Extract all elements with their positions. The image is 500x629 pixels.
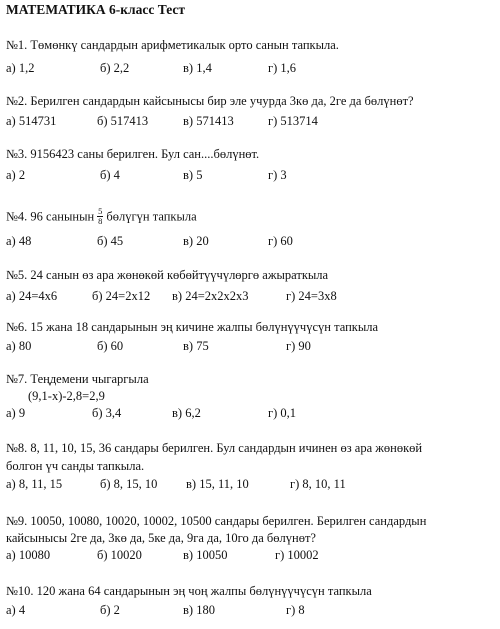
page-title: МАТЕМАТИКА 6-класс Тест bbox=[6, 2, 186, 17]
q4-option-a: а) 48 bbox=[6, 234, 32, 248]
question-1: №1. Төмөнкү сандардын арифметикалык орто санын тапкыла. bbox=[6, 38, 339, 52]
q5-option-b: б) 24=2х12 bbox=[92, 289, 151, 303]
q1-option-c: в) 1,4 bbox=[183, 61, 212, 75]
q8-option-c: в) 15, 11, 10 bbox=[186, 477, 249, 491]
q6-option-a: а) 80 bbox=[6, 339, 32, 353]
question-9-line-1: №9. 10050, 10080, 10020, 10002, 10500 сандары берилген. Берилген сандардын bbox=[6, 514, 427, 528]
fraction bbox=[97, 207, 103, 226]
q2-option-c: в) 571413 bbox=[183, 114, 234, 128]
question-7: №7. Теңдемени чыгаргыла bbox=[6, 372, 149, 386]
q5-option-a: а) 24=4х6 bbox=[6, 289, 58, 303]
question-9-line-2: кайсынысы 2ге да, 3кө да, 5ке да, 9га да, 10го да бөлүнөт? bbox=[6, 531, 316, 545]
q7-option-d: г) 0,1 bbox=[268, 406, 297, 420]
q10-option-c: в) 180 bbox=[183, 603, 215, 617]
q1-option-a: а) 1,2 bbox=[6, 61, 35, 75]
q2-option-d: г) 513714 bbox=[268, 114, 318, 128]
q5-option-c: в) 24=2х2х2х3 bbox=[172, 289, 249, 303]
q10-option-a: а) 4 bbox=[6, 603, 26, 617]
q10-option-b: б) 2 bbox=[100, 603, 120, 617]
q9-option-d: г) 10002 bbox=[275, 548, 319, 562]
q10-option-d: г) 8 bbox=[286, 603, 305, 617]
q8-option-b: б) 8, 15, 10 bbox=[100, 477, 158, 491]
q6-option-c: в) 75 bbox=[183, 339, 209, 353]
q6-option-b: б) 60 bbox=[97, 339, 124, 353]
question-4-text-before: №4. 96 санынын bbox=[6, 209, 95, 224]
question-5: №5. 24 санын өз ара жөнөкөй көбөйтүүчүлөргө ажыраткыла bbox=[6, 268, 329, 282]
q2-option-a: а) 514731 bbox=[6, 114, 57, 128]
question-10: №10. 120 жана 64 сандарынын эң чоң жалпы бөлүнүүчүсүн тапкыла bbox=[6, 584, 372, 598]
q9-option-a: а) 10080 bbox=[6, 548, 51, 562]
question-7-equation: (9,1-х)-2,8=2,9 bbox=[28, 389, 105, 403]
q5-option-d: г) 24=3х8 bbox=[286, 289, 337, 303]
q7-option-a: а) 9 bbox=[6, 406, 26, 420]
q1-option-d: г) 1,6 bbox=[268, 61, 297, 75]
question-3: №3. 9156423 саны берилген. Бул сан....бөлүнөт. bbox=[6, 147, 260, 161]
fraction-denominator: 8 bbox=[98, 216, 103, 226]
question-4-text-after: бөлүгүн тапкыла bbox=[106, 209, 197, 224]
q3-option-a: а) 2 bbox=[6, 168, 26, 182]
q1-option-b: б) 2,2 bbox=[100, 61, 130, 75]
question-6: №6. 15 жана 18 сандарынын эң кичине жалпы бөлүнүүчүсүн тапкыла bbox=[6, 320, 379, 334]
q7-option-c: в) 6,2 bbox=[172, 406, 201, 420]
q7-option-b: б) 3,4 bbox=[92, 406, 122, 420]
q4-option-c: в) 20 bbox=[183, 234, 209, 248]
q3-option-b: б) 4 bbox=[100, 168, 120, 182]
question-8-line-1: №8. 8, 11, 10, 15, 36 сандары берилген. Бул сандардын ичинен өз ара жөнөкөй bbox=[6, 441, 423, 455]
q4-option-b: б) 45 bbox=[97, 234, 124, 248]
q9-option-c: в) 10050 bbox=[183, 548, 228, 562]
question-4 bbox=[6, 208, 197, 227]
q8-option-d: г) 8, 10, 11 bbox=[290, 477, 346, 491]
fraction-numerator: 5 bbox=[98, 206, 103, 216]
question-8-line-2: болгон үч санды тапкыла. bbox=[6, 459, 145, 473]
q4-option-d: г) 60 bbox=[268, 234, 293, 248]
q6-option-d: г) 90 bbox=[286, 339, 311, 353]
q3-option-c: в) 5 bbox=[183, 168, 203, 182]
q9-option-b: б) 10020 bbox=[97, 548, 142, 562]
q2-option-b: б) 517413 bbox=[97, 114, 149, 128]
q3-option-d: г) 3 bbox=[268, 168, 287, 182]
q8-option-a: а) 8, 11, 15 bbox=[6, 477, 63, 491]
question-2: №2. Берилген сандардын кайсынысы бир эле учурда 3кө да, 2ге да бөлүнөт? bbox=[6, 94, 414, 108]
